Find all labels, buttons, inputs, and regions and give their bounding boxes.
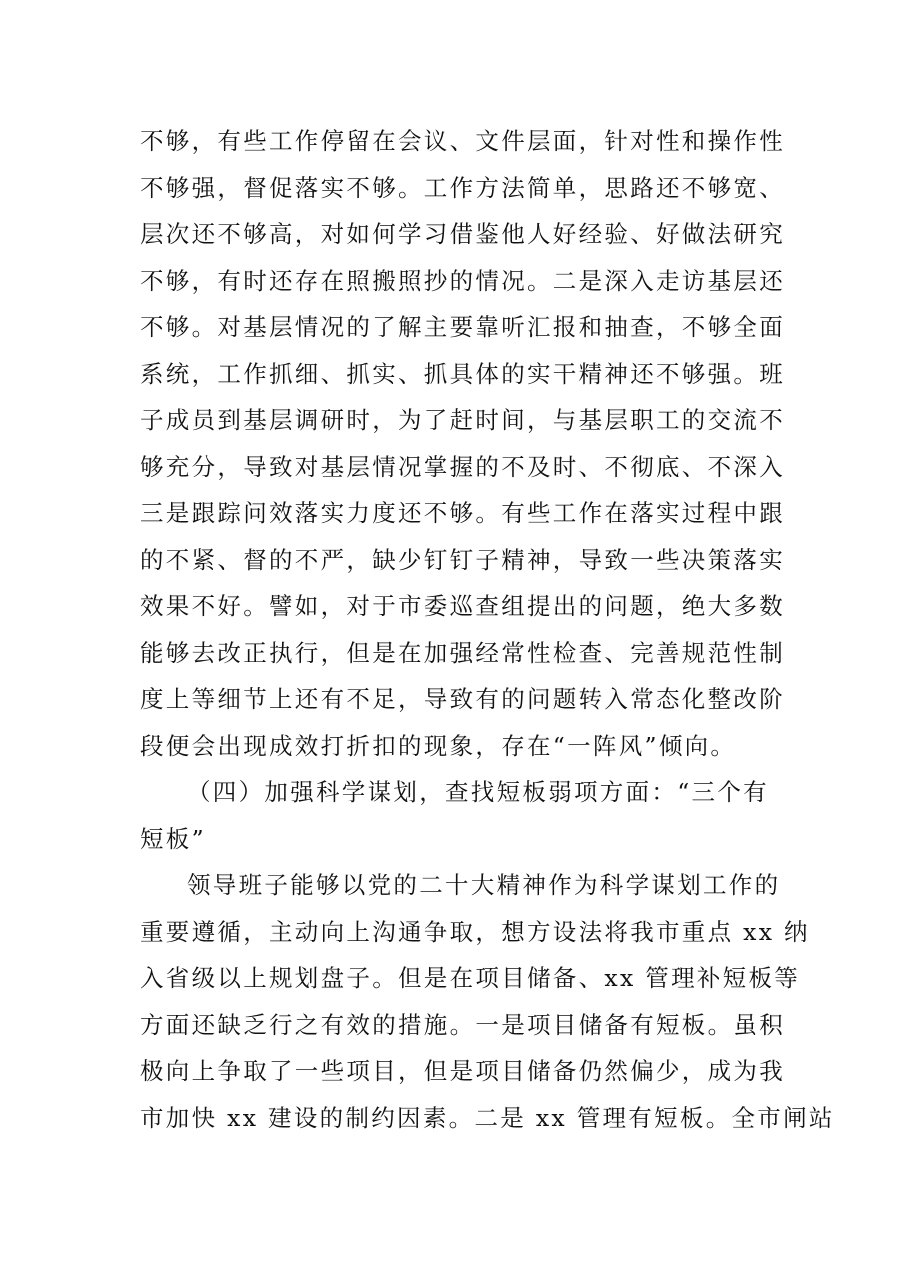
text-line: 子成员到基层调研时，为了赶时间，与基层职工的交流不 <box>140 406 785 434</box>
paragraph-start: 领导班子能够以党的二十大精神作为科学谋划工作的 <box>187 871 781 899</box>
text-line: 重要遵循，主动向上沟通争取，想方设法将我市重点 xx 纳 <box>140 917 810 946</box>
section-heading-continuation: 短板” <box>140 824 206 853</box>
text-line: 层次还不够高，对如何学习借鉴他人好经验、好做法研究 <box>140 220 785 248</box>
text-line: 不够，有些工作停留在会议、文件层面，针对性和操作性 <box>140 127 785 155</box>
text-line: 方面还缺乏行之有效的措施。一是项目储备有短板。虽积 <box>140 1010 785 1039</box>
body-text <box>140 118 835 1141</box>
text-line: 不够强，督促落实不够。工作方法简单，思路还不够宽、 <box>140 173 785 202</box>
text-line: 够充分，导致对基层情况掌握的不及时、不彻底、不深入 <box>140 452 785 481</box>
text-line: 市加快 xx 建设的制约因素。二是 xx 管理有短板。全市闸站 <box>140 1103 835 1132</box>
text-line: 不够，有时还存在照搬照抄的情况。二是深入走访基层还 <box>140 266 785 295</box>
text-line: 三是跟踪问效落实力度还不够。有些工作在落实过程中跟 <box>140 499 785 527</box>
text-line: 极向上争取了一些项目，但是项目储备仍然偏少，成为我 <box>140 1057 785 1085</box>
text-line: 入省级以上规划盘子。但是在项目储备、xx 管理补短板等 <box>140 964 801 992</box>
text-line: 的不紧、督的不严，缺少钉钉子精神，导致一些决策落实 <box>140 545 785 574</box>
text-line: 能够去改正执行，但是在加强经常性检查、完善规范性制 <box>140 638 785 667</box>
text-line: 系统，工作抓细、抓实、抓具体的实干精神还不够强。班 <box>140 359 785 388</box>
text-line: 度上等细节上还有不足，导致有的问题转入常态化整改阶 <box>140 685 785 713</box>
text-line: 效果不好。譬如，对于市委巡查组提出的问题，绝大多数 <box>140 592 785 620</box>
text-line: 段便会出现成效打折扣的现象，存在“一阵风”倾向。 <box>140 731 737 760</box>
text-line: 不够。对基层情况的了解主要靠听汇报和抽查，不够全面 <box>140 313 785 341</box>
section-heading: （四）加强科学谋划，查找短板弱项方面：“三个有 <box>187 778 769 806</box>
